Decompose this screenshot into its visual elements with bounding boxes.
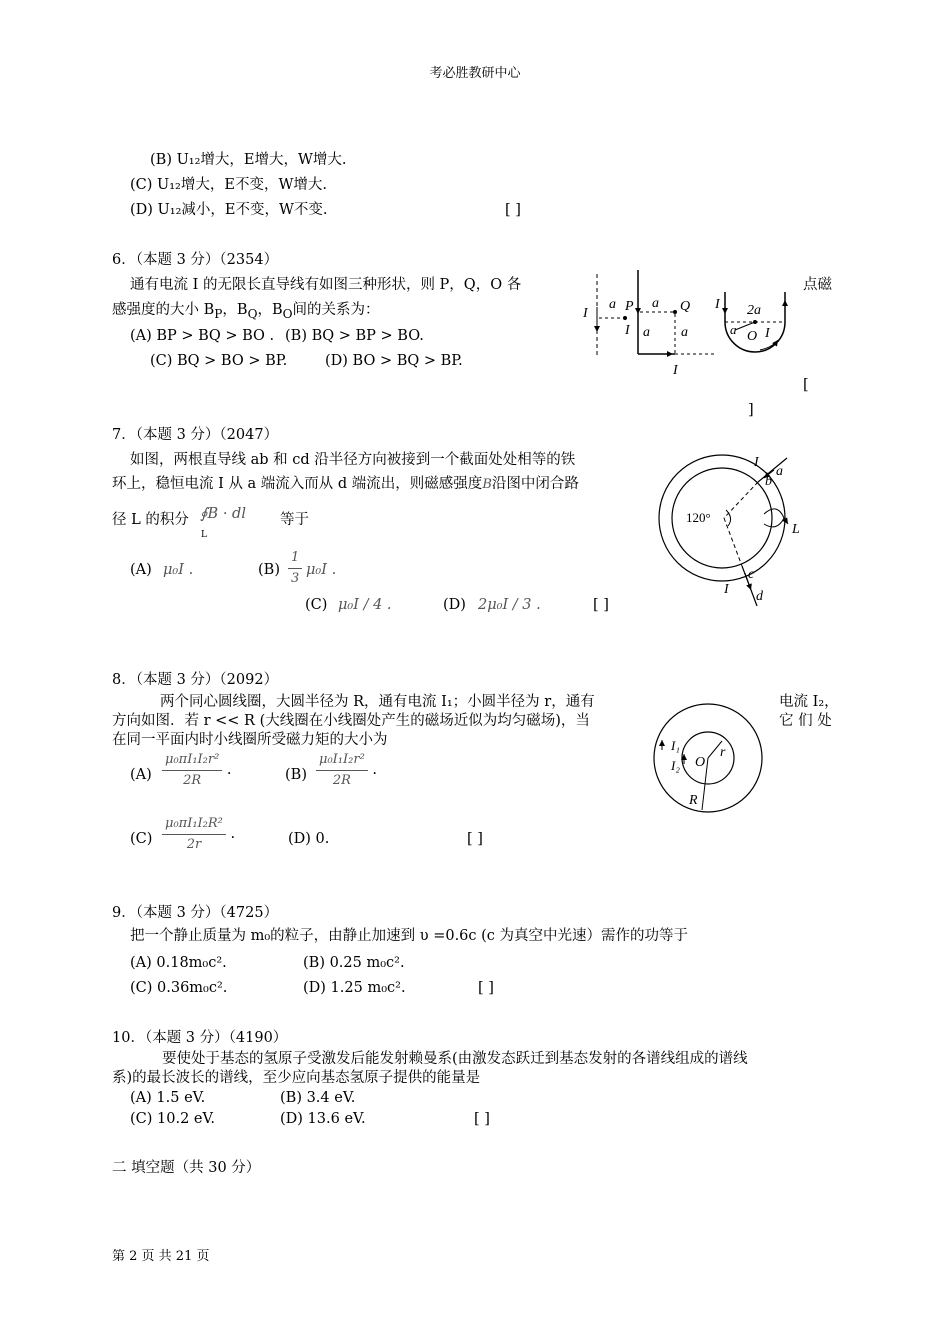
q8-title: 8．（本题 3 分）（2092） bbox=[112, 672, 279, 688]
fig7-label-I1: I bbox=[754, 455, 759, 470]
q7-option-d-label: (D) bbox=[443, 597, 466, 613]
fig6-label-a2: a bbox=[652, 296, 659, 311]
q6-option-c: (C) BQ > BO > BP. bbox=[150, 353, 288, 369]
fig7-label-c: c bbox=[748, 567, 755, 582]
q9-option-a: (A) 0.18m₀c². bbox=[130, 955, 227, 971]
q8-option-c-fraction: $\frac{\text{μ₀πI₁I₂R²}}{2r}$ . bbox=[162, 816, 235, 852]
page-footer: 第 2 页 共 21 页 bbox=[112, 1249, 210, 1264]
q9-option-d: (D) 1.25 m₀c². bbox=[303, 980, 406, 996]
q6-bracket-left: [ bbox=[803, 377, 809, 393]
q7-option-b-value: μ₀I . bbox=[306, 562, 337, 578]
q8-line2: 方向如图．若 r << R (大线圈在小线圈处产生的磁场近似为均匀磁场)，当 bbox=[112, 713, 590, 729]
fig6-label-O: O bbox=[747, 329, 758, 344]
section-title: 二 填空题（共 30 分） bbox=[112, 1160, 261, 1176]
q7-option-d-value: 2μ₀I / 3 . bbox=[478, 597, 541, 613]
q7-answer-bracket: [ ] bbox=[593, 597, 609, 613]
q10-line2: 系)的最长波长的谱线，至少应向基态氢原子提供的能量是 bbox=[112, 1070, 481, 1086]
q7-option-b-label: (B) bbox=[258, 562, 280, 578]
q8-line3: 在同一平面内时小线圈所受磁力矩的大小为 bbox=[112, 732, 388, 748]
q9-line1: 把一个静止质量为 m₀的粒子，由静止加速到 υ =0.6c (c 为真空中光速）需作的功等于 bbox=[130, 928, 689, 944]
fig6-point-P bbox=[623, 316, 627, 320]
q6-bracket-right: ] bbox=[748, 402, 754, 418]
q5-answer-bracket: [ ] bbox=[505, 202, 521, 218]
fig6-label-a5: a bbox=[730, 322, 737, 337]
q8-line2-end: 它 们 处 bbox=[779, 713, 832, 729]
fig6-point-Q bbox=[673, 310, 677, 314]
fig7-label-b: b bbox=[765, 474, 772, 489]
q6-line2: 感强度的大小 $B_P$，$B_Q$，$B_O$间的关系为： bbox=[112, 302, 380, 321]
q9-option-b: (B) 0.25 m₀c². bbox=[303, 955, 405, 971]
fig6-label-Q: Q bbox=[680, 299, 691, 314]
q7-line3-end: 等于 bbox=[280, 512, 309, 528]
fig7-label-L: L bbox=[792, 522, 800, 537]
q6-line1-end: 点磁 bbox=[803, 277, 832, 293]
q8-line1: 两个同心圆线圈，大圆半径为 R，通有电流 I₁；小圆半径为 r，通有 bbox=[160, 694, 595, 710]
q7-line1: 如图，两根直导线 ab 和 cd 沿半径方向被接到一个截面处处相等的铁 bbox=[130, 452, 576, 468]
fig8-label-I2: I₂ bbox=[671, 758, 680, 773]
q6-figure bbox=[575, 262, 800, 380]
fig6-label-I4: I bbox=[715, 297, 720, 312]
fig7-label-I2: I bbox=[724, 582, 729, 597]
page-header: 考必胜教研中心 bbox=[429, 66, 521, 81]
fig6-label-a4: a bbox=[681, 325, 688, 340]
fig8-label-R: R bbox=[689, 793, 698, 808]
q8-option-d: (D) 0. bbox=[288, 831, 330, 847]
q8-option-c-label: (C) bbox=[130, 831, 153, 847]
q7-integral: ∮B · dl bbox=[200, 506, 246, 522]
fig6-label-P: P bbox=[625, 299, 634, 314]
fig7-loop-L bbox=[764, 509, 784, 527]
q8-option-a-fraction: $\frac{\text{μ₀πI₁I₂r²}}{2R}$ . bbox=[162, 752, 232, 788]
q5-option-c: (C) U₁₂增大，E不变，W增大. bbox=[130, 177, 327, 193]
fig6-label-I2: I bbox=[625, 323, 630, 338]
fig6-label-I1: I bbox=[583, 306, 588, 321]
fig6-label-I3: I bbox=[673, 363, 678, 378]
q7-option-c-label: (C) bbox=[305, 597, 328, 613]
q7-line2: 环上，稳恒电流 I 从 a 端流入而从 d 端流出，则磁感强度B沿图中闭合路 bbox=[112, 476, 579, 492]
q5-option-d: (D) U₁₂减小，E不变，W不变. bbox=[130, 202, 328, 218]
q8-option-b-label: (B) bbox=[285, 767, 307, 783]
q7-option-a-value: μ₀I . bbox=[163, 562, 194, 578]
q9-answer-bracket: [ ] bbox=[478, 980, 494, 996]
q10-option-b: (B) 3.4 eV. bbox=[280, 1090, 356, 1106]
fig6-label-I5: I bbox=[765, 326, 770, 341]
q7-line3: 径 L 的积分 bbox=[112, 512, 189, 528]
q10-option-d: (D) 13.6 eV. bbox=[280, 1111, 366, 1127]
fig6-label-2a: 2a bbox=[747, 303, 761, 318]
fig7-label-angle: 120° bbox=[686, 510, 711, 525]
q5-option-b: (B) U₁₂增大，E增大，W增大. bbox=[150, 152, 347, 168]
q8-option-b-fraction: $\frac{\text{μ₀I₁I₂r²}}{2R}$ . bbox=[316, 752, 377, 788]
q10-option-c: (C) 10.2 eV. bbox=[130, 1111, 216, 1127]
q7-option-b-fraction: $\frac{1}{3}$ bbox=[288, 550, 302, 586]
q10-title: 10．（本题 3 分）（4190） bbox=[112, 1030, 288, 1046]
q8-figure bbox=[652, 702, 772, 814]
q7-option-c-value: μ₀I / 4 . bbox=[338, 597, 392, 613]
q7-title: 7．（本题 3 分）（2047） bbox=[112, 427, 279, 443]
fig8-label-I1: I₁ bbox=[671, 738, 680, 753]
q6-option-a: (A) BP > BQ > BO . bbox=[130, 328, 275, 344]
q6-line1: 通有电流 I 的无限长直导线有如图三种形状，则 P，Q，O 各 bbox=[130, 277, 522, 293]
q7-integral-sub: L bbox=[201, 530, 207, 540]
q10-line1: 要使处于基态的氢原子受激发后能发射赖曼系(由激发态跃迁到基态发射的各谱线组成的谱线 bbox=[162, 1051, 748, 1067]
fig8-label-r: r bbox=[720, 745, 726, 760]
fig6-label-a1: a bbox=[609, 297, 616, 312]
q9-title: 9．（本题 3 分）（4725） bbox=[112, 905, 279, 921]
fig6-label-a3: a bbox=[643, 325, 650, 340]
q10-option-a: (A) 1.5 eV. bbox=[130, 1090, 206, 1106]
q10-answer-bracket: [ ] bbox=[474, 1111, 490, 1127]
q9-option-c: (C) 0.36m₀c². bbox=[130, 980, 228, 996]
q8-line1-end: 电流 I₂， bbox=[779, 694, 839, 710]
q8-answer-bracket: [ ] bbox=[467, 831, 483, 847]
q7-figure bbox=[652, 448, 812, 608]
fig7-label-d: d bbox=[756, 589, 763, 604]
q6-option-d: (D) BO > BQ > BP. bbox=[325, 353, 463, 369]
q6-option-b: (B) BQ > BP > BO. bbox=[285, 328, 424, 344]
q6-title: 6．（本题 3 分）（2354） bbox=[112, 252, 279, 268]
q8-option-a-label: (A) bbox=[130, 767, 152, 783]
fig7-label-a: a bbox=[776, 464, 783, 479]
fig8-label-O: O bbox=[695, 755, 706, 770]
q7-option-a-label: (A) bbox=[130, 562, 152, 578]
